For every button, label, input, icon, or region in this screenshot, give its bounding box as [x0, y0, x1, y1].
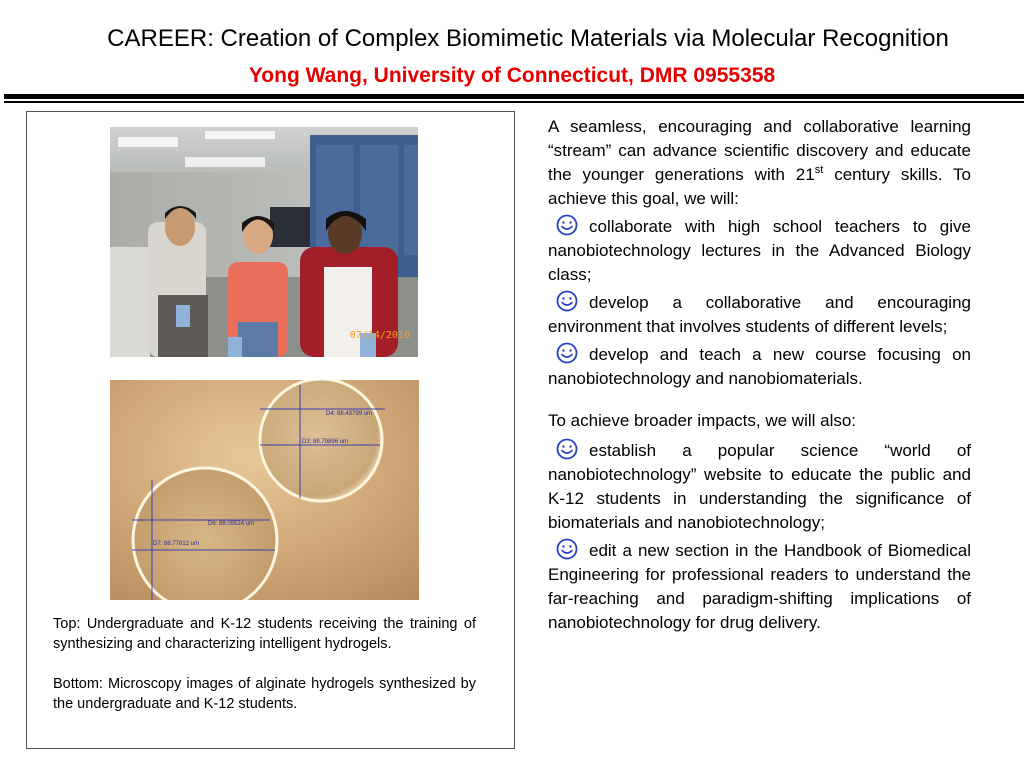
goal-item [548, 214, 971, 287]
header-divider-thin [4, 101, 1024, 103]
goal-item [548, 342, 971, 391]
broader-item [548, 438, 971, 535]
smiley-face-icon [552, 290, 582, 312]
smiley-face-icon [552, 214, 582, 236]
smiley-face-icon [552, 438, 582, 460]
photo-date-stamp: 07/14/2010 [349, 330, 410, 341]
intro-text-b: century skills. To achieve this goal, we will: [548, 165, 971, 208]
smiley-face-icon [552, 538, 582, 560]
header-divider-thick [4, 94, 1024, 99]
smiley-face-icon [552, 342, 582, 364]
micro-label-d4: D4: 88.43799 um [326, 411, 373, 417]
micro-label-d3: D3: 88.79896 um [302, 439, 349, 445]
slide-title: CAREER: Creation of Complex Biomimetic Materials via Molecular Recognition [107, 25, 949, 52]
goal-text: collaborate with high school teachers to give nanobiotechnology lectures in the Advanced Biology class; [548, 217, 971, 284]
broader-text: establish a popular science “world of nanobiotechnology” website to educate the public and K-12 students in understanding the significance of biomaterials and nanobiotechnology; [548, 441, 971, 532]
intro-paragraph [548, 115, 971, 211]
broader-heading: To achieve broader impacts, we will also: [548, 411, 857, 430]
right-text-column [548, 115, 971, 635]
micro-label-d6: D6: 88.09524 um [208, 521, 255, 527]
figure-caption [53, 614, 476, 714]
goal-item [548, 290, 971, 339]
hydrogel-microscopy-image [110, 380, 419, 600]
micro-label-d7: D7: 88.77812 um [153, 541, 200, 547]
broader-item [548, 538, 971, 635]
caption-bottom: Bottom: Microscopy images of alginate hydrogels synthesized by the undergraduate and K-12 students. [53, 676, 476, 712]
students-lab-photo [110, 127, 418, 357]
goal-text: develop a collaborative and encouraging environment that involves students of different levels; [548, 293, 971, 336]
caption-top: Top: Undergraduate and K-12 students receiving the training of synthesizing and characterizing intelligent hydrogels. [53, 616, 476, 652]
broader-text: edit a new section in the Handbook of Biomedical Engineering for professional readers to understand the far-reaching and paradigm-shifting implications of nanobiotechnology for drug delivery. [548, 541, 971, 632]
intro-text-a: A seamless, encouraging and collaborative learning “stream” can advance scientific discovery and educate the younger generations with 21 [548, 117, 971, 184]
goal-text: develop and teach a new course focusing on nanobiotechnology and nanobiomaterials. [548, 345, 971, 388]
slide-subtitle: Yong Wang, University of Connecticut, DMR 0955358 [248, 64, 776, 87]
intro-superscript: st [814, 164, 824, 176]
